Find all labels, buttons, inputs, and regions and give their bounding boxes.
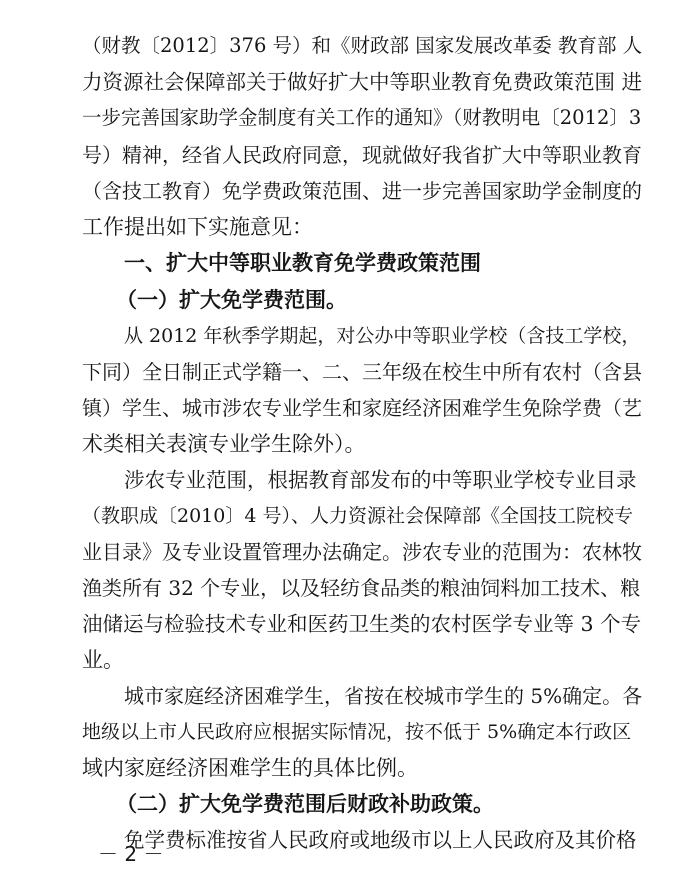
text-line: 地级以上市人民政府应根据实际情况，按不低于 5%确定本行政区 <box>82 721 632 743</box>
text-line: （教职成〔2010〕4 号）、人力资源社会保障部《全国技工院校专 <box>82 505 633 527</box>
text-line: 油储运与检验技术专业和医药卫生类的农村医学专业等 3 个专 <box>82 612 642 636</box>
text-line: 下同）全日制正式学籍一、二、三年级在校生中所有农村（含县 <box>82 360 642 384</box>
subsection-heading: （一）扩大免学费范围。 <box>116 288 347 312</box>
text-line: 域内家庭经济困难学生的具体比例。 <box>82 756 418 780</box>
text-line: 一步完善国家助学金制度有关工作的通知》（财教明电〔2012〕3 <box>82 106 642 129</box>
text-line: 免学费标准按省人民政府或地级市以上人民政府及其价格 <box>124 828 637 852</box>
text-line: 业目录》及专业设置管理办法确定。涉农专业的范围为：农林牧 <box>82 540 642 564</box>
text-line: 涉农专业范围，根据教育部发布的中等职业学校专业目录 <box>124 468 637 492</box>
text-line: （财教〔2012〕376 号）和《财政部 国家发展改革委 教育部 人 <box>82 34 643 57</box>
text-line: 工作提出如下实施意见： <box>82 215 313 239</box>
text-line: 渔类所有 32 个专业，以及轻纺食品类的粮油饲料加工技术、粮 <box>82 576 641 600</box>
text-line: 术类相关表演专业学生除外）。 <box>82 432 366 456</box>
text-line: 力资源社会保障部关于做好扩大中等职业教育免费政策范围 进 <box>82 70 643 94</box>
text-line: 业。 <box>82 648 124 672</box>
subsection-heading: （二）扩大免学费范围后财政补助政策。 <box>116 792 494 816</box>
text-line: 镇）学生、城市涉农专业学生和家庭经济困难学生免除学费（艺 <box>82 396 642 420</box>
text-line: 从 2012 年秋季学期起，对公办中等职业学校（含技工学校， <box>124 325 641 347</box>
section-heading: 一、扩大中等职业教育免学费政策范围 <box>124 251 481 275</box>
page-number: － 2 － <box>98 842 164 866</box>
text-line: 城市家庭经济困难学生，省按在校城市学生的 5%确定。各 <box>124 684 643 708</box>
text-line: （含技工教育）免学费政策范围、进一步完善国家助学金制度的 <box>82 179 642 203</box>
text-line: 号）精神，经省人民政府同意，现就做好我省扩大中等职业教育 <box>82 143 642 167</box>
